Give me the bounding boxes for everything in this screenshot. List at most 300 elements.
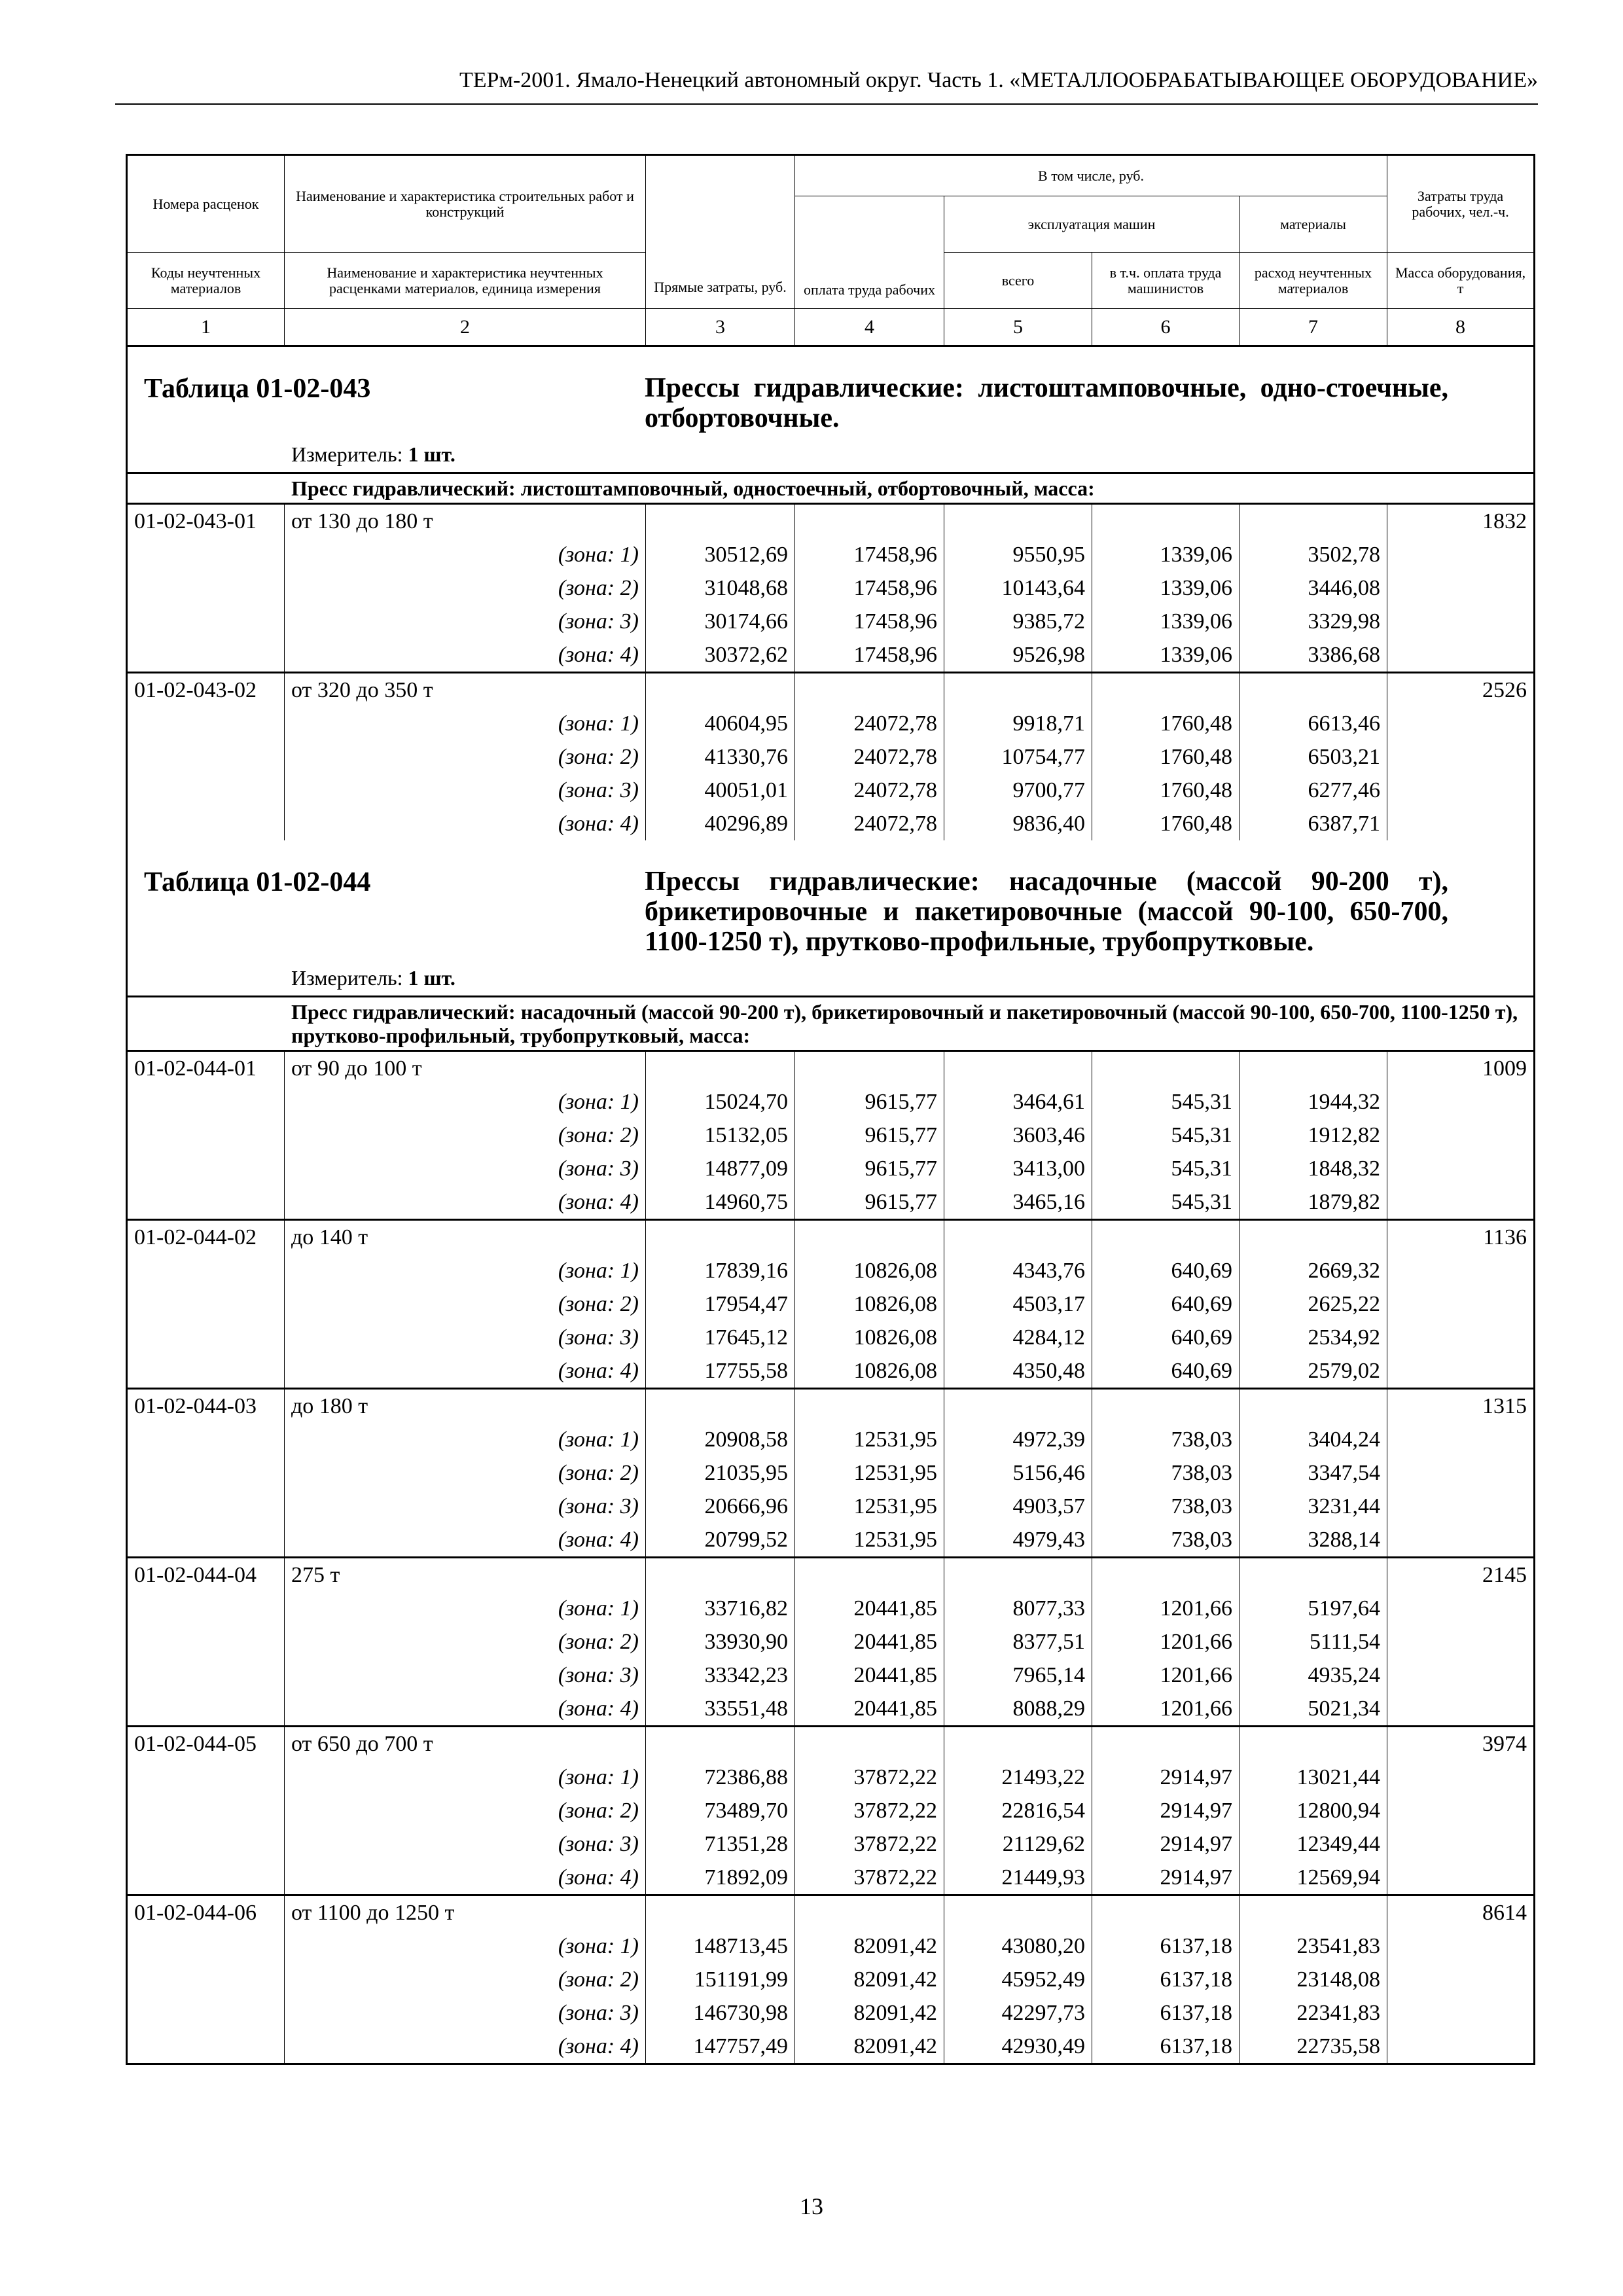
column-number: 5 [944,309,1092,346]
machinist-pay: 1201,66 [1092,1692,1240,1727]
direct-cost: 20799,52 [646,1523,795,1558]
machine-total: 9526,98 [944,638,1092,673]
empty-cell [795,1895,944,1930]
empty-cell [795,1220,944,1255]
rate-code: 01-02-044-06 [127,1895,285,1930]
worker-pay: 17458,96 [795,538,944,571]
machine-total: 21449,93 [944,1861,1092,1895]
direct-cost: 71892,09 [646,1861,795,1895]
empty-cell [127,538,285,571]
zone-row [127,1794,1535,1827]
worker-pay: 24072,78 [795,707,944,740]
empty-cell [127,1827,285,1861]
zone-label: (зона: 3) [285,1659,646,1692]
header-materials: материалы [1240,196,1387,253]
empty-cell [1092,504,1240,539]
measure-label: Измеритель: [291,442,403,466]
direct-cost: 17645,12 [646,1321,795,1354]
empty-cell [795,1051,944,1086]
measure-value: 1 шт. [408,442,455,466]
header-col1-top: Номера расценок [127,155,285,253]
zone-row [127,1692,1535,1727]
worker-pay: 17458,96 [795,571,944,605]
machine-total: 9700,77 [944,774,1092,807]
zone-row [127,638,1535,673]
worker-pay: 37872,22 [795,1861,944,1895]
empty-cell [1092,1727,1240,1761]
column-number: 7 [1240,309,1387,346]
header-col4: оплата труда рабочих [795,196,944,309]
machinist-pay: 738,03 [1092,1456,1240,1490]
labor-cost: 1315 [1387,1389,1535,1424]
direct-cost: 14960,75 [646,1185,795,1220]
empty-cell [1092,1051,1240,1086]
empty-cell [1092,1220,1240,1255]
empty-cell [127,571,285,605]
zone-label: (зона: 1) [285,538,646,571]
table-row [127,504,1535,539]
direct-cost: 33930,90 [646,1625,795,1659]
empty-cell [127,1254,285,1287]
materials-cost: 6613,46 [1240,707,1387,740]
empty-cell [1387,1523,1535,1558]
materials-cost: 2579,02 [1240,1354,1387,1389]
worker-pay: 12531,95 [795,1490,944,1523]
header-machines: эксплуатация машин [944,196,1240,253]
direct-cost: 147757,49 [646,2030,795,2064]
zone-label: (зона: 2) [285,740,646,774]
materials-cost: 3446,08 [1240,571,1387,605]
zone-label: (зона: 1) [285,1254,646,1287]
materials-cost: 6387,71 [1240,807,1387,840]
empty-cell [944,504,1092,539]
empty-cell [1092,673,1240,708]
direct-cost: 30512,69 [646,538,795,571]
table-name: Прессы гидравлические: листоштамповочные, одно-стоечные, отбортовочные. [645,373,1449,433]
machine-total: 4350,48 [944,1354,1092,1389]
rate-code: 01-02-044-02 [127,1220,285,1255]
table-body [127,346,1535,2064]
machine-total: 8377,51 [944,1625,1092,1659]
zone-label: (зона: 2) [285,571,646,605]
materials-cost: 13021,44 [1240,1761,1387,1794]
zone-label: (зона: 3) [285,1996,646,2030]
zone-row [127,1963,1535,1996]
empty-cell [127,1963,285,1996]
worker-pay: 10826,08 [795,1321,944,1354]
direct-cost: 148713,45 [646,1929,795,1963]
section-title: Пресс гидравлический: насадочный (массой 90-200 т), брикетировочный и пакетировочный (массой 90-100, 650-700, 1100-1250 т), прутково-профильный, трубопрутковый, масса: [127,997,1535,1051]
worker-pay: 9615,77 [795,1085,944,1119]
zone-label: (зона: 1) [285,1423,646,1456]
empty-cell [1387,1659,1535,1692]
header-including: В том числе, руб. [795,155,1387,196]
machine-total: 22816,54 [944,1794,1092,1827]
zone-row [127,538,1535,571]
zone-row [127,1423,1535,1456]
zone-label: (зона: 3) [285,605,646,638]
zone-row [127,1152,1535,1185]
direct-cost: 40604,95 [646,707,795,740]
empty-cell [1387,538,1535,571]
table-title-row [127,840,1535,997]
materials-cost: 3231,44 [1240,1490,1387,1523]
zone-row [127,1761,1535,1794]
materials-cost: 1944,32 [1240,1085,1387,1119]
direct-cost: 33551,48 [646,1692,795,1727]
rate-description: от 1100 до 1250 т [285,1895,646,1930]
worker-pay: 17458,96 [795,638,944,673]
empty-cell [1387,1490,1535,1523]
empty-cell [1387,1423,1535,1456]
table-title-cell [127,840,1535,997]
measure-value: 1 шт. [408,966,455,990]
materials-cost: 2625,22 [1240,1287,1387,1321]
machine-total: 4903,57 [944,1490,1092,1523]
machinist-pay: 640,69 [1092,1321,1240,1354]
direct-cost: 73489,70 [646,1794,795,1827]
materials-cost: 3386,68 [1240,638,1387,673]
materials-cost: 3347,54 [1240,1456,1387,1490]
direct-cost: 33716,82 [646,1592,795,1625]
machinist-pay: 545,31 [1092,1119,1240,1152]
section-row [127,473,1535,504]
empty-cell [944,1558,1092,1592]
materials-cost: 1879,82 [1240,1185,1387,1220]
empty-cell [1387,1861,1535,1895]
machinist-pay: 2914,97 [1092,1761,1240,1794]
machine-total: 3465,16 [944,1185,1092,1220]
empty-cell [646,1389,795,1424]
column-number: 2 [285,309,646,346]
table-row [127,1389,1535,1424]
empty-cell [127,2030,285,2064]
machine-total: 45952,49 [944,1963,1092,1996]
direct-cost: 31048,68 [646,571,795,605]
machinist-pay: 1339,06 [1092,538,1240,571]
empty-cell [944,1051,1092,1086]
machine-total: 3464,61 [944,1085,1092,1119]
worker-pay: 17458,96 [795,605,944,638]
materials-cost: 6277,46 [1240,774,1387,807]
empty-cell [1240,1727,1387,1761]
empty-cell [1240,1220,1387,1255]
machinist-pay: 2914,97 [1092,1794,1240,1827]
empty-cell [127,1456,285,1490]
worker-pay: 37872,22 [795,1794,944,1827]
empty-cell [1387,605,1535,638]
empty-cell [127,807,285,840]
direct-cost: 21035,95 [646,1456,795,1490]
zone-row [127,1592,1535,1625]
machine-total: 3603,46 [944,1119,1092,1152]
machinist-pay: 1201,66 [1092,1592,1240,1625]
zone-row [127,571,1535,605]
empty-cell [1387,638,1535,673]
machine-total: 42930,49 [944,2030,1092,2064]
machine-total: 3413,00 [944,1152,1092,1185]
table-header [127,155,1535,346]
machinist-pay: 738,03 [1092,1423,1240,1456]
empty-cell [944,1389,1092,1424]
worker-pay: 12531,95 [795,1523,944,1558]
worker-pay: 82091,42 [795,1963,944,1996]
empty-cell [1387,1254,1535,1287]
materials-cost: 23148,08 [1240,1963,1387,1996]
machinist-pay: 738,03 [1092,1523,1240,1558]
empty-cell [646,1051,795,1086]
zone-row [127,1085,1535,1119]
empty-cell [1387,1287,1535,1321]
empty-cell [127,1287,285,1321]
empty-cell [646,673,795,708]
empty-cell [795,1389,944,1424]
zone-label: (зона: 4) [285,2030,646,2064]
worker-pay: 37872,22 [795,1761,944,1794]
empty-cell [1240,673,1387,708]
empty-cell [1387,1152,1535,1185]
empty-cell [1092,1558,1240,1592]
column-number: 3 [646,309,795,346]
worker-pay: 20441,85 [795,1659,944,1692]
empty-cell [1240,1389,1387,1424]
direct-cost: 151191,99 [646,1963,795,1996]
empty-cell [944,1895,1092,1930]
rate-description: от 130 до 180 т [285,504,646,539]
column-number: 4 [795,309,944,346]
machine-total: 7965,14 [944,1659,1092,1692]
labor-cost: 1009 [1387,1051,1535,1086]
machinist-pay: 1339,06 [1092,605,1240,638]
rate-description: до 140 т [285,1220,646,1255]
materials-cost: 1848,32 [1240,1152,1387,1185]
empty-cell [1387,1119,1535,1152]
direct-cost: 146730,98 [646,1996,795,2030]
direct-cost: 20908,58 [646,1423,795,1456]
price-table [126,154,1535,2065]
rate-description: 275 т [285,1558,646,1592]
machinist-pay: 1760,48 [1092,740,1240,774]
materials-cost: 5197,64 [1240,1592,1387,1625]
rate-code: 01-02-044-04 [127,1558,285,1592]
empty-cell [1387,571,1535,605]
machinist-pay: 545,31 [1092,1185,1240,1220]
section-row [127,997,1535,1051]
zone-row [127,1254,1535,1287]
machine-total: 9550,95 [944,538,1092,571]
rate-description: от 650 до 700 т [285,1727,646,1761]
empty-cell [795,504,944,539]
zone-row [127,1929,1535,1963]
direct-cost: 30174,66 [646,605,795,638]
empty-cell [127,1996,285,2030]
column-number: 1 [127,309,285,346]
empty-cell [1387,774,1535,807]
machine-total: 4972,39 [944,1423,1092,1456]
machinist-pay: 6137,18 [1092,1963,1240,1996]
worker-pay: 82091,42 [795,1996,944,2030]
zone-label: (зона: 4) [285,638,646,673]
machinist-pay: 1339,06 [1092,571,1240,605]
zone-label: (зона: 1) [285,1592,646,1625]
materials-cost: 6503,21 [1240,740,1387,774]
direct-cost: 17839,16 [646,1254,795,1287]
worker-pay: 9615,77 [795,1152,944,1185]
empty-cell [1387,2030,1535,2064]
empty-cell [646,1727,795,1761]
empty-cell [127,1592,285,1625]
column-number: 6 [1092,309,1240,346]
worker-pay: 20441,85 [795,1692,944,1727]
worker-pay: 10826,08 [795,1287,944,1321]
empty-cell [127,1321,285,1354]
machinist-pay: 1760,48 [1092,707,1240,740]
rate-code: 01-02-043-02 [127,673,285,708]
header-col1-bottom: Коды неучтенных материалов [127,253,285,309]
direct-cost: 14877,09 [646,1152,795,1185]
zone-row [127,1354,1535,1389]
machine-total: 43080,20 [944,1929,1092,1963]
materials-cost: 12569,94 [1240,1861,1387,1895]
rate-description: от 320 до 350 т [285,673,646,708]
machine-total: 10754,77 [944,740,1092,774]
table-number: Таблица 01-02-043 [144,374,371,404]
zone-label: (зона: 1) [285,707,646,740]
zone-row [127,740,1535,774]
zone-row [127,807,1535,840]
zone-label: (зона: 1) [285,1761,646,1794]
empty-cell [1387,1761,1535,1794]
zone-label: (зона: 2) [285,1119,646,1152]
table-row [127,1051,1535,1086]
machine-total: 4343,76 [944,1254,1092,1287]
empty-cell [127,1794,285,1827]
zone-row [127,1827,1535,1861]
empty-cell [127,1354,285,1389]
zone-label: (зона: 3) [285,1490,646,1523]
worker-pay: 24072,78 [795,740,944,774]
header-col8-top: Затраты труда рабочих, чел.-ч. [1387,155,1535,253]
machinist-pay: 6137,18 [1092,2030,1240,2064]
machinist-pay: 545,31 [1092,1085,1240,1119]
empty-cell [944,1220,1092,1255]
empty-cell [127,1659,285,1692]
machinist-pay: 2914,97 [1092,1827,1240,1861]
rate-code: 01-02-043-01 [127,504,285,539]
empty-cell [646,1558,795,1592]
materials-cost: 12800,94 [1240,1794,1387,1827]
zone-label: (зона: 2) [285,1963,646,1996]
materials-cost: 22341,83 [1240,1996,1387,2030]
zone-row [127,1119,1535,1152]
empty-cell [127,1490,285,1523]
zone-row [127,2030,1535,2064]
materials-cost: 2534,92 [1240,1321,1387,1354]
empty-cell [1387,1354,1535,1389]
empty-cell [1387,1592,1535,1625]
labor-cost: 1136 [1387,1220,1535,1255]
direct-cost: 40296,89 [646,807,795,840]
empty-cell [795,1558,944,1592]
empty-cell [1387,1996,1535,2030]
machine-total: 4284,12 [944,1321,1092,1354]
direct-cost: 40051,01 [646,774,795,807]
header-col8-bottom: Масса оборудования, т [1387,253,1535,309]
worker-pay: 12531,95 [795,1423,944,1456]
machinist-pay: 6137,18 [1092,1996,1240,2030]
materials-cost: 3404,24 [1240,1423,1387,1456]
direct-cost: 72386,88 [646,1761,795,1794]
rate-code: 01-02-044-05 [127,1727,285,1761]
empty-cell [1387,707,1535,740]
machinist-pay: 1201,66 [1092,1659,1240,1692]
direct-cost: 17755,58 [646,1354,795,1389]
empty-cell [127,1523,285,1558]
materials-cost: 4935,24 [1240,1659,1387,1692]
materials-cost: 2669,32 [1240,1254,1387,1287]
materials-cost: 23541,83 [1240,1929,1387,1963]
empty-cell [127,1929,285,1963]
empty-cell [1387,1321,1535,1354]
empty-cell [795,673,944,708]
worker-pay: 10826,08 [795,1354,944,1389]
machinist-pay: 1760,48 [1092,774,1240,807]
zone-row [127,774,1535,807]
zone-label: (зона: 1) [285,1085,646,1119]
labor-cost: 3974 [1387,1727,1535,1761]
zone-label: (зона: 4) [285,1185,646,1220]
machinist-pay: 545,31 [1092,1152,1240,1185]
zone-row [127,1456,1535,1490]
table-number: Таблица 01-02-044 [144,867,371,897]
machinist-pay: 738,03 [1092,1490,1240,1523]
column-number: 8 [1387,309,1535,346]
table-title-block [134,840,1527,996]
header-col7: расход неучтенных материалов [1240,253,1387,309]
machinist-pay: 640,69 [1092,1354,1240,1389]
worker-pay: 9615,77 [795,1119,944,1152]
worker-pay: 82091,42 [795,1929,944,1963]
worker-pay: 24072,78 [795,807,944,840]
machinist-pay: 1339,06 [1092,638,1240,673]
labor-cost: 8614 [1387,1895,1535,1930]
direct-cost: 71351,28 [646,1827,795,1861]
direct-cost: 17954,47 [646,1287,795,1321]
zone-label: (зона: 2) [285,1456,646,1490]
direct-cost: 20666,96 [646,1490,795,1523]
empty-cell [127,638,285,673]
machinist-pay: 640,69 [1092,1254,1240,1287]
zone-label: (зона: 3) [285,1152,646,1185]
empty-cell [1387,1085,1535,1119]
empty-cell [127,774,285,807]
empty-cell [1387,807,1535,840]
table-title-cell [127,346,1535,473]
header-rule [115,103,1538,105]
zone-row [127,605,1535,638]
empty-cell [127,605,285,638]
empty-cell [127,707,285,740]
empty-cell [127,740,285,774]
empty-cell [1240,1051,1387,1086]
zone-row [127,1996,1535,2030]
table-row [127,673,1535,708]
machine-total: 5156,46 [944,1456,1092,1490]
table-row [127,1558,1535,1592]
direct-cost: 30372,62 [646,638,795,673]
machine-total: 4979,43 [944,1523,1092,1558]
worker-pay: 20441,85 [795,1592,944,1625]
